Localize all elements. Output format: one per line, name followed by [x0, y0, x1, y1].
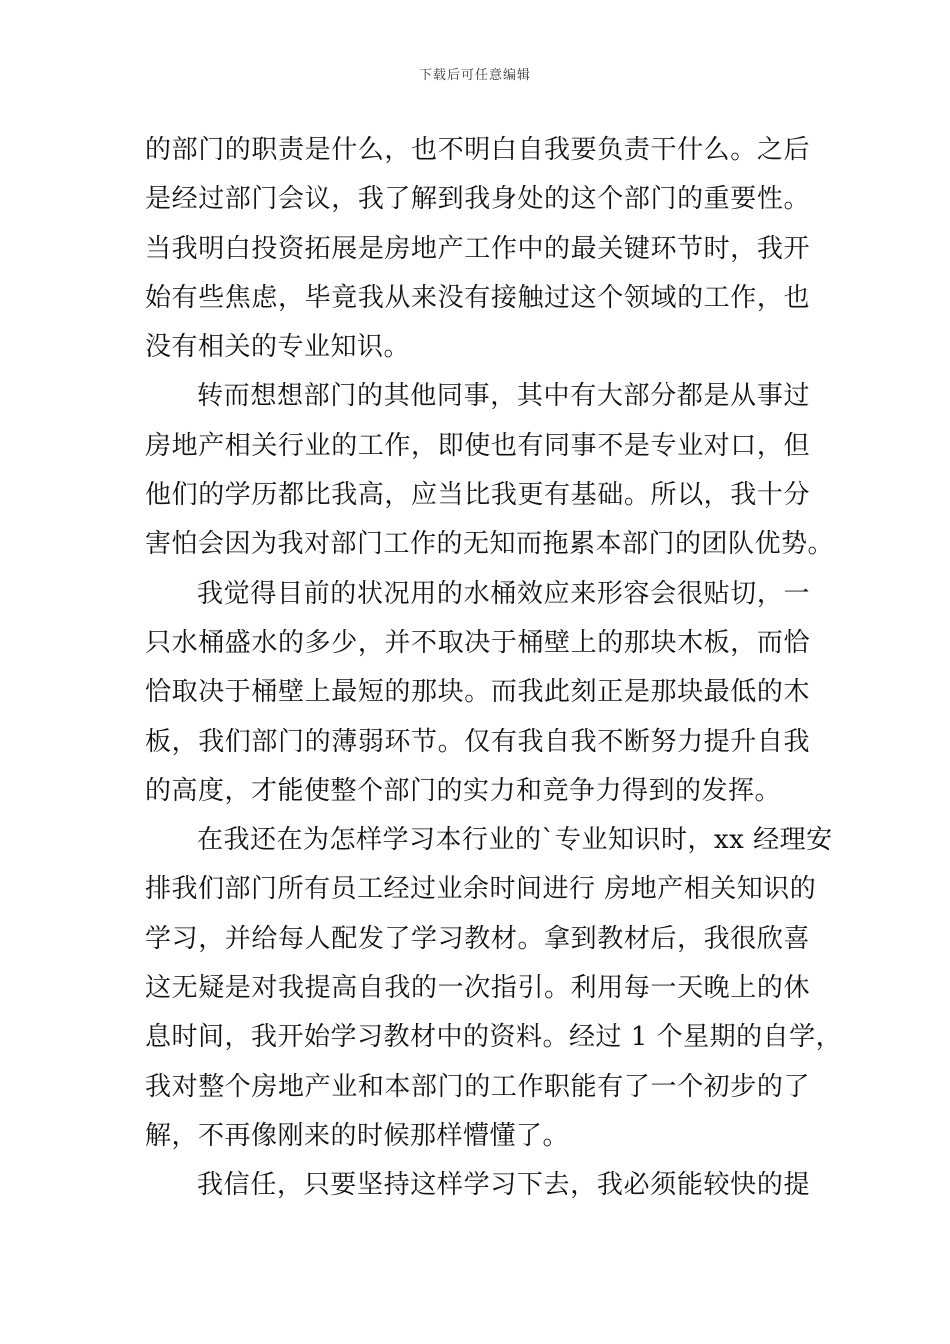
paragraph — [145, 1161, 810, 1210]
paragraph-line: 我觉得目前的状况用的水桶效应来形容会很贴切，一 — [197, 578, 810, 609]
paragraph-line: 害怕会因为我对部门工作的无知而拖累本部门的团队优势。 — [145, 529, 835, 560]
paragraph — [145, 126, 810, 372]
paragraph-line: 在我还在为怎样学习本行业的`专业知识时，xx 经理安 — [197, 825, 833, 856]
paragraph-line: 恰取决于桶壁上最短的那块。而我此刻正是那块最低的木 — [145, 677, 810, 708]
paragraph-line: 转而想想部门的其他同事，其中有大部分都是从事过 — [197, 381, 810, 412]
paragraph-line: 只水桶盛水的多少，并不取决于桶壁上的那块木板，而恰 — [145, 627, 810, 658]
paragraph-line: 解，不再像刚来的时候那样懵懂了。 — [145, 1120, 570, 1151]
document-body — [145, 126, 843, 1211]
paragraph-line: 的部门的职责是什么，也不明白自我要负责干什么。之后 — [145, 135, 810, 165]
page-header: 下载后可任意编辑 — [418, 68, 531, 83]
paragraph-line: 始有些焦虑，毕竟我从来没有接触过这个领域的工作，也 — [145, 282, 810, 313]
paragraph-line: 的高度，才能使整个部门的实力和竞争力得到的发挥。 — [145, 775, 782, 806]
paragraph — [145, 816, 843, 1161]
paragraph-line: 我对整个房地产业和本部门的工作职能有了一个初步的了 — [145, 1071, 810, 1102]
paragraph-line: 没有相关的专业知识。 — [145, 332, 411, 363]
paragraph — [145, 570, 810, 816]
paragraph-line: 我信任，只要坚持这样学习下去，我必须能较快的提 — [197, 1170, 810, 1201]
paragraph-line: 房地产相关行业的工作，即使也有同事不是专业对口，但 — [145, 430, 810, 461]
paragraph-line: 板，我们部门的薄弱环节。仅有我自我不断努力提升自我 — [145, 726, 810, 757]
paragraph-line: 这无疑是对我提高自我的一次指引。利用每一天晚上的休 — [145, 973, 810, 1004]
paragraph-line: 息时间，我开始学习教材中的资料。经过 1 个星期的自学， — [145, 1022, 843, 1053]
paragraph-line: 排我们部门所有员工经过业余时间进行 房地产相关知识的 — [145, 874, 817, 905]
paragraph-line: 他们的学历都比我高，应当比我更有基础。所以，我十分 — [145, 480, 810, 511]
paragraph — [145, 372, 835, 569]
paragraph-line: 当我明白投资拓展是房地产工作中的最关键环节时，我开 — [145, 233, 810, 264]
paragraph-line: 学习，并给每人配发了学习教材。拿到教材后，我很欣喜 — [145, 923, 810, 954]
paragraph-line: 是经过部门会议，我了解到我身处的这个部门的重要性。 — [145, 184, 810, 215]
